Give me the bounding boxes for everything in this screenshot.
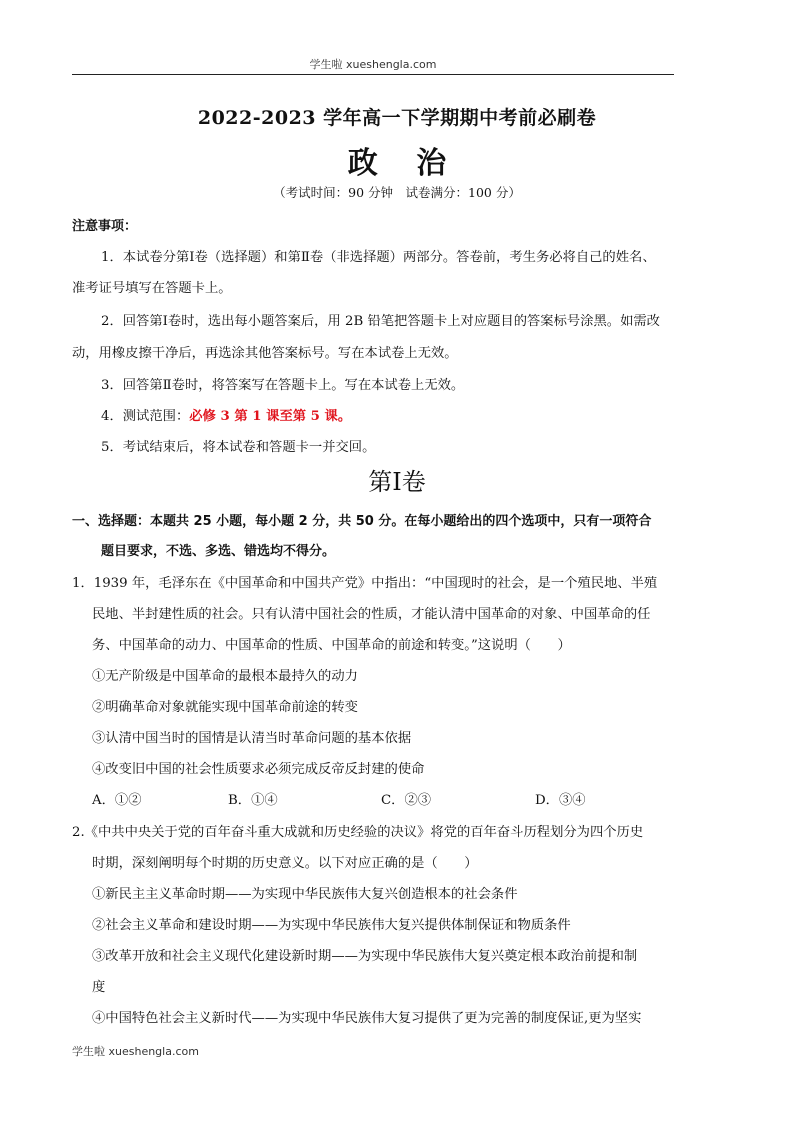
q1-statement-1: ①无产阶级是中国革命的最根本最持久的动力	[92, 669, 358, 684]
notice-item-3: 3．回答第Ⅱ卷时，将答案写在答题卡上。写在本试卷上无效。	[101, 378, 465, 393]
section-title: 第Ⅰ卷	[368, 468, 426, 496]
q1-statement-2: ②明确革命对象就能实现中国革命前途的转变	[92, 700, 358, 715]
notice-item-5: 5．考试结束后，将本试卷和答题卡一并交回。	[101, 440, 376, 455]
q1-option-c: C．②③	[381, 793, 432, 808]
page-footer-site: 学生啦 xueshengla.com	[72, 1045, 199, 1058]
section-heading: 一、选择题：本题共 25 小题，每小题 2 分，共 50 分。在每小题给出的四个选项中，只有一项符合	[72, 514, 652, 529]
q2-statement-4: ④中国特色社会主义新时代——为实现中华民族伟大复习提供了更为完善的制度保证,更为坚实	[92, 1011, 642, 1026]
notice-heading: 注意事项：	[72, 219, 138, 234]
q1-statement-3: ③认清中国当时的国情是认清当时革命问题的基本依据	[92, 731, 412, 746]
notice-item-2-cont: 动，用橡皮擦干净后，再选涂其他答案标号。写在本试卷上无效。	[72, 346, 458, 361]
q1-option-a: A．①②	[92, 793, 142, 808]
page-header-site: 学生啦 xueshengla.com	[309, 58, 437, 71]
notice-item-2: 2．回答第Ⅰ卷时，选出每小题答案后，用 2B 铅笔把答题卡上对应题目的答案标号涂黑。如需改	[101, 314, 660, 329]
test-range: 必修 3 第 1 课至第 5 课。	[189, 409, 352, 424]
q2-statement-3-cont: 度	[92, 980, 106, 995]
q1-option-d: D．③④	[535, 793, 586, 808]
q1-option-b: B．①④	[228, 793, 278, 808]
header-divider	[72, 74, 674, 75]
subject-title: 政 治	[347, 146, 447, 181]
section-heading-cont: 题目要求，不选、多选、错选均不得分。	[101, 544, 336, 559]
q1-statement-4: ④改变旧中国的社会性质要求必须完成反帝反封建的使命	[92, 762, 425, 777]
q2-statement-2: ②社会主义革命和建设时期——为实现中华民族伟大复兴提供体制保证和物质条件	[92, 918, 571, 933]
q2-stem-line-2: 时期，深刻阐明每个时期的历史意义。以下对应正确的是（ ）	[92, 856, 478, 871]
q1-stem-line-1: 1．1939 年，毛泽东在《中国革命和中国共产党》中指出：“中国现时的社会，是一个殖民地、半殖	[72, 576, 658, 591]
q2-stem-line-1: 2.《中共中央关于党的百年奋斗重大成就和历史经验的决议》将党的百年奋斗历程划分为四个历史	[72, 825, 644, 840]
q2-statement-3: ③改革开放和社会主义现代化建设新时期——为实现中华民族伟大复兴奠定根本政治前提和制	[92, 949, 638, 964]
notice-item-4	[101, 405, 351, 424]
exam-title: 2022-2023 学年高一下学期期中考前必刷卷	[197, 107, 597, 129]
q1-stem-line-2: 民地、半封建性质的社会。只有认清中国社会的性质，才能认清中国革命的对象、中国革命的任	[92, 607, 651, 622]
notice-item-4-prefix: 4．测试范围：	[101, 409, 190, 424]
notice-item-1-cont: 准考证号填写在答题卡上。	[72, 281, 232, 296]
q1-stem-line-3: 务、中国革命的动力、中国革命的性质、中国革命的前途和转变。”这说明（ ）	[92, 638, 571, 653]
exam-info: （考试时间：90 分钟 试卷满分：100 分）	[273, 185, 521, 200]
q2-statement-1: ①新民主主义革命时期——为实现中华民族伟大复兴创造根本的社会条件	[92, 887, 518, 902]
notice-item-1: 1．本试卷分第Ⅰ卷（选择题）和第Ⅱ卷（非选择题）两部分。答卷前，考生务必将自己的姓名、	[101, 250, 656, 265]
